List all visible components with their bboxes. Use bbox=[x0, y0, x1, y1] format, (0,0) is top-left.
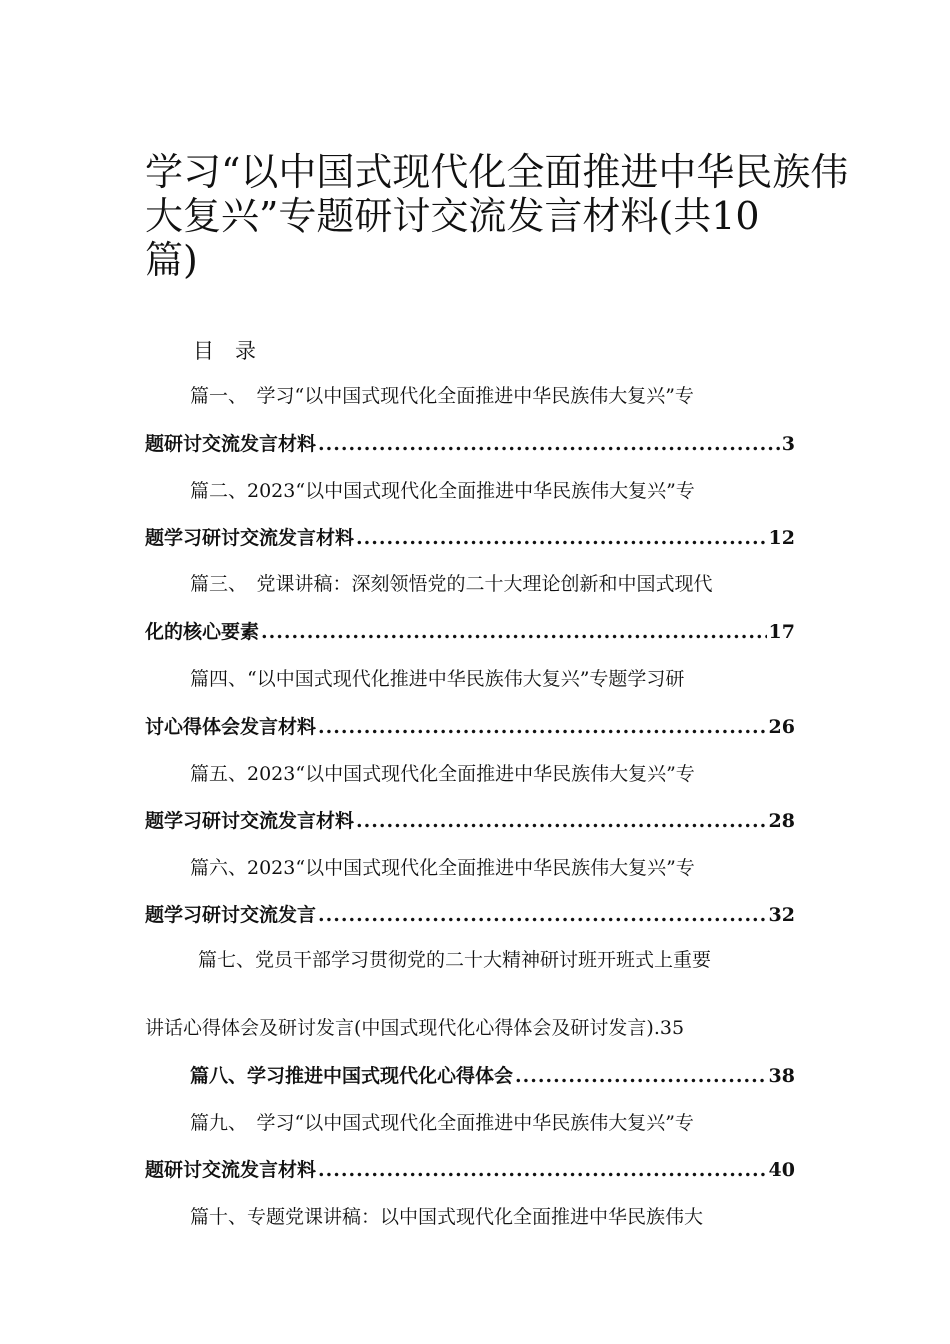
title-line: 大复兴”专题研讨交流发言材料(共10 bbox=[145, 194, 760, 238]
toc-leader-dots bbox=[356, 807, 767, 835]
toc-page-number: 40 bbox=[768, 1159, 795, 1181]
toc-leader-dots bbox=[356, 524, 767, 552]
toc-leader-dots bbox=[318, 901, 767, 929]
toc-leader-dots bbox=[318, 1156, 767, 1184]
title-line: 篇) bbox=[145, 238, 198, 282]
toc-entry-title: 题学习研讨交流发言材料 bbox=[145, 527, 355, 549]
toc-page-number: 32 bbox=[768, 904, 795, 926]
toc-page-number: 26 bbox=[768, 716, 795, 738]
toc-entry-10-line1[interactable]: 篇十、专题党课讲稿：以中国式现代化全面推进中华民族伟大 bbox=[190, 1206, 704, 1228]
toc-entry-title: 篇八、学习推进中国式现代化心得体会 bbox=[190, 1065, 514, 1087]
toc-entry-title: 题研讨交流发言材料 bbox=[145, 1159, 317, 1181]
title-line: 学习“以中国式现代化全面推进中华民族伟 bbox=[145, 150, 849, 194]
toc-leader-dots bbox=[318, 430, 780, 458]
toc-entry-9-line2[interactable] bbox=[145, 1156, 795, 1184]
toc-entry-title: 讨心得体会发言材料 bbox=[145, 716, 317, 738]
toc-entry-title: 题学习研讨交流发言 bbox=[145, 904, 317, 926]
toc-entry-2-line1[interactable]: 篇二、2023“以中国式现代化全面推进中华民族伟大复兴”专 bbox=[190, 480, 695, 502]
toc-leader-dots bbox=[318, 713, 767, 741]
toc-entry-6-line1[interactable]: 篇六、2023“以中国式现代化全面推进中华民族伟大复兴”专 bbox=[190, 857, 695, 879]
toc-entry-2-line2[interactable] bbox=[145, 524, 795, 552]
toc-entry-7-line1[interactable]: 篇七、党员干部学习贯彻党的二十大精神研讨班开班式上重要 bbox=[198, 949, 712, 971]
toc-entry-7-line2[interactable]: 讲话心得体会及研讨发言(中国式现代化心得体会及研讨发言).35 bbox=[145, 1017, 685, 1039]
toc-entry-6-line2[interactable] bbox=[145, 901, 795, 929]
toc-entry-1-line2[interactable] bbox=[145, 430, 795, 458]
toc-leader-dots bbox=[261, 618, 767, 646]
toc-page-number: 17 bbox=[768, 621, 795, 643]
toc-page-number: 28 bbox=[768, 810, 795, 832]
toc-entry-8[interactable] bbox=[190, 1062, 795, 1090]
toc-entry-5-line1[interactable]: 篇五、2023“以中国式现代化全面推进中华民族伟大复兴”专 bbox=[190, 763, 695, 785]
toc-entry-4-line2[interactable] bbox=[145, 713, 795, 741]
toc-entry-3-line2[interactable] bbox=[145, 618, 795, 646]
toc-page-number: 38 bbox=[768, 1065, 795, 1087]
toc-page-number: 3 bbox=[781, 433, 795, 455]
toc-entry-1-line1[interactable]: 篇一、 学习“以中国式现代化全面推进中华民族伟大复兴”专 bbox=[190, 385, 694, 407]
toc-entry-title: 化的核心要素 bbox=[145, 621, 260, 643]
toc-entry-5-line2[interactable] bbox=[145, 807, 795, 835]
toc-page-number: 12 bbox=[768, 527, 795, 549]
toc-heading: 目 录 bbox=[193, 339, 256, 363]
toc-entry-9-line1[interactable]: 篇九、 学习“以中国式现代化全面推进中华民族伟大复兴”专 bbox=[190, 1112, 694, 1134]
toc-entry-3-line1[interactable]: 篇三、 党课讲稿：深刻领悟党的二十大理论创新和中国式现代 bbox=[190, 573, 713, 595]
document-title bbox=[145, 150, 849, 282]
toc-entry-title: 题学习研讨交流发言材料 bbox=[145, 810, 355, 832]
toc-entry-4-line1[interactable]: 篇四、“以中国式现代化推进中华民族伟大复兴”专题学习研 bbox=[190, 668, 685, 690]
toc-leader-dots bbox=[515, 1062, 767, 1090]
toc-entry-title: 题研讨交流发言材料 bbox=[145, 433, 317, 455]
